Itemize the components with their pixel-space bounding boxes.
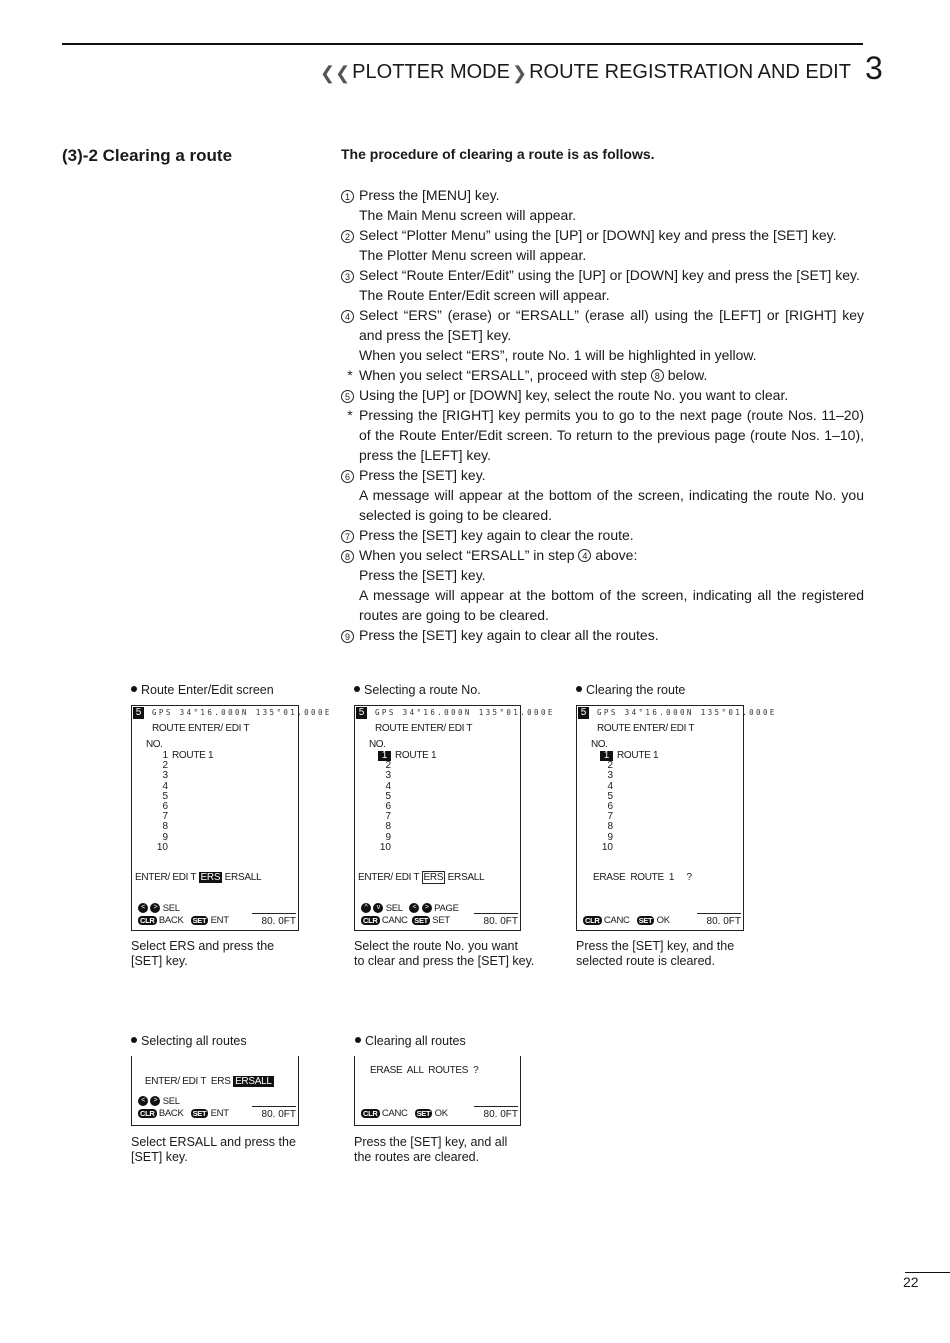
hint-text: PAGE bbox=[434, 903, 459, 914]
route-number: 4 bbox=[607, 780, 613, 792]
figure-label-text: Clearing the route bbox=[586, 683, 686, 697]
figure-label-text: Selecting a route No. bbox=[364, 683, 481, 697]
caption-line: to clear and press the [SET] key. bbox=[354, 954, 535, 968]
chevron-left-icon: ❮❮ bbox=[320, 63, 351, 83]
down-arrow-icon: v bbox=[373, 903, 383, 913]
route-name: ROUTE 1 bbox=[395, 750, 437, 761]
menu-enter-edit: ENTER/ EDI T bbox=[358, 872, 422, 883]
set-key-icon: SET bbox=[638, 916, 653, 925]
header-mode: PLOTTER MODE bbox=[352, 61, 510, 83]
lcd-screen-5 bbox=[354, 1056, 521, 1126]
right-arrow-icon: > bbox=[422, 903, 432, 913]
gps-readout: GPS 34°16.000N 135°01.000E bbox=[375, 708, 555, 717]
hint-text: SEL bbox=[385, 903, 403, 914]
step-text-end: above: bbox=[591, 547, 638, 563]
step-7 bbox=[341, 525, 864, 545]
chevron-right-icon: ❯ bbox=[511, 63, 528, 83]
route-number-highlighted: 1 bbox=[600, 751, 613, 761]
caption-line: [SET] key. bbox=[131, 1150, 188, 1164]
step-text: Using the [UP] or [DOWN] key, select the route No. you want to clear. bbox=[359, 387, 789, 403]
step-text: When you select “ERSALL” in step bbox=[359, 547, 579, 563]
depth-readout: 80. 0FT bbox=[252, 1106, 296, 1120]
note-text-end: below. bbox=[663, 367, 708, 383]
header-title: ROUTE REGISTRATION AND EDIT bbox=[529, 61, 851, 83]
key-hint-row bbox=[138, 915, 229, 926]
step-result: A message will appear at the bottom of the screen, indicating the route No. you selected is going to be cleared. bbox=[359, 487, 864, 523]
step-number: 7 bbox=[341, 530, 354, 543]
route-number: 9 bbox=[162, 831, 168, 843]
lcd-screen-4 bbox=[131, 1056, 299, 1126]
route-number-list bbox=[371, 751, 391, 853]
caption-1 bbox=[131, 939, 274, 969]
hint-text: ENT bbox=[210, 915, 229, 926]
note-marker: * bbox=[347, 407, 353, 423]
no-label: NO. bbox=[369, 739, 386, 750]
menu-enter-edit: ENTER/ EDI T ERS bbox=[144, 1076, 234, 1087]
caption-line: the routes are cleared. bbox=[354, 1150, 480, 1164]
note-2 bbox=[341, 405, 864, 465]
step-number: 4 bbox=[341, 310, 354, 323]
menu-ersall: ERSALL bbox=[445, 872, 485, 883]
step-number: 1 bbox=[341, 190, 354, 203]
step-text: Select “Route Enter/Edit” using the [UP] or [DOWN] key and press the [SET] key. bbox=[359, 267, 860, 283]
figure-label-3 bbox=[576, 683, 685, 697]
hint-text: SEL bbox=[162, 903, 180, 914]
step-text: Press the [SET] key. bbox=[359, 467, 486, 483]
menu-ersall-selected: ERSALL bbox=[235, 1076, 272, 1087]
no-label: NO. bbox=[591, 739, 608, 750]
lcd-screen-1 bbox=[131, 705, 332, 931]
menu-enter-edit: ENTER/ EDI T bbox=[135, 872, 199, 883]
depth-readout: 80. 0FT bbox=[474, 1106, 518, 1120]
route-number: 5 bbox=[607, 790, 613, 802]
key-hint-row bbox=[361, 915, 450, 926]
route-number: 8 bbox=[162, 821, 168, 833]
step-result: The Main Menu screen will appear. bbox=[359, 207, 577, 223]
key-hint-row bbox=[583, 915, 670, 926]
step-text: Select “ERS” (erase) or “ERSALL” (erase all) using the [LEFT] or [RIGHT] key and press the [SET] key. bbox=[359, 307, 864, 343]
figure-label-5 bbox=[355, 1034, 466, 1048]
route-number-list bbox=[148, 751, 168, 853]
hint-text: SET bbox=[432, 915, 450, 926]
caption-2 bbox=[354, 939, 534, 969]
step-result: The Route Enter/Edit screen will appear. bbox=[359, 287, 610, 303]
route-number: 5 bbox=[385, 790, 391, 802]
gps-readout: GPS 34°16.000N 135°01.000E bbox=[152, 708, 332, 717]
erase-all-confirm-message: ERASE ALL ROUTES ? bbox=[370, 1065, 479, 1076]
route-number: 8 bbox=[385, 821, 391, 833]
key-hint-sel bbox=[138, 1096, 180, 1107]
footer-rule bbox=[905, 1272, 950, 1273]
hint-text: OK bbox=[434, 1108, 448, 1119]
screen-badge: 5 bbox=[133, 707, 144, 719]
step-ref: 8 bbox=[651, 369, 664, 382]
hint-text: OK bbox=[656, 915, 670, 926]
step-6 bbox=[341, 465, 864, 525]
bullet-icon bbox=[576, 686, 582, 692]
step-number: 8 bbox=[341, 550, 354, 563]
left-arrow-icon: < bbox=[138, 903, 148, 913]
menu-ers-selected: ERS bbox=[200, 872, 221, 883]
caption-line: Select the route No. you want bbox=[354, 939, 518, 953]
bullet-icon bbox=[354, 686, 360, 692]
route-name: ROUTE 1 bbox=[172, 750, 214, 761]
screen-title: ROUTE ENTER/ EDI T bbox=[152, 723, 250, 734]
route-number: 9 bbox=[385, 831, 391, 843]
bullet-icon bbox=[355, 1037, 361, 1043]
left-arrow-icon: < bbox=[138, 1096, 148, 1106]
caption-line: selected route is cleared. bbox=[576, 954, 715, 968]
route-number: 10 bbox=[156, 841, 168, 853]
route-number-list bbox=[593, 751, 613, 853]
chapter-number: 3 bbox=[864, 50, 883, 86]
hint-text: BACK bbox=[158, 915, 184, 926]
edit-menu bbox=[358, 872, 484, 883]
key-hint-row bbox=[361, 1108, 448, 1119]
step-8 bbox=[341, 545, 864, 625]
route-number: 5 bbox=[162, 790, 168, 802]
route-number-highlighted: 1 bbox=[378, 751, 391, 761]
screen-badge: 5 bbox=[356, 707, 367, 719]
route-number: 7 bbox=[162, 811, 168, 823]
step-2 bbox=[341, 225, 864, 265]
route-number: 2 bbox=[385, 760, 391, 772]
hint-text: ENT bbox=[210, 1108, 229, 1119]
menu-ersall: ERSALL bbox=[222, 872, 262, 883]
note-marker: * bbox=[347, 367, 353, 383]
depth-readout: 80. 0FT bbox=[252, 913, 296, 927]
step-number: 9 bbox=[341, 630, 354, 643]
edit-menu bbox=[135, 1065, 274, 1098]
note-text: Pressing the [RIGHT] key permits you to go to the next page (route Nos. 11–20) of the Route Enter/Edit screen. To return to the previous page (route Nos. 1–10), press the [LEFT] key. bbox=[359, 407, 864, 463]
screen-title: ROUTE ENTER/ EDI T bbox=[597, 723, 695, 734]
clr-key-icon: CLR bbox=[140, 1109, 155, 1118]
erase-confirm-message: ERASE ROUTE 1 ? bbox=[593, 872, 692, 883]
depth-readout: 80. 0FT bbox=[474, 913, 518, 927]
edit-menu bbox=[135, 872, 261, 883]
menu-ers-boxed: ERS bbox=[423, 872, 444, 883]
caption-line: Press the [SET] key, and all bbox=[354, 1135, 508, 1149]
caption-4 bbox=[131, 1135, 296, 1165]
route-number: 7 bbox=[607, 811, 613, 823]
screen-title: ROUTE ENTER/ EDI T bbox=[375, 723, 473, 734]
step-result: The Plotter Menu screen will appear. bbox=[359, 247, 587, 263]
hint-text: CANC bbox=[381, 915, 408, 926]
screen-badge: 5 bbox=[578, 707, 589, 719]
figure-label-4 bbox=[131, 1034, 247, 1048]
caption-line: Select ERSALL and press the bbox=[131, 1135, 296, 1149]
clr-key-icon: CLR bbox=[363, 1109, 378, 1118]
note-text: When you select “ERSALL”, proceed with step bbox=[359, 367, 651, 383]
clr-key-icon: CLR bbox=[585, 916, 600, 925]
route-number: 10 bbox=[379, 841, 391, 853]
set-key-icon: SET bbox=[192, 1109, 207, 1118]
route-number: 9 bbox=[607, 831, 613, 843]
route-number: 4 bbox=[162, 780, 168, 792]
figure-label-text: Clearing all routes bbox=[365, 1034, 466, 1048]
route-name: ROUTE 1 bbox=[617, 750, 659, 761]
clr-key-icon: CLR bbox=[140, 916, 155, 925]
step-5 bbox=[341, 385, 864, 405]
route-number: 3 bbox=[162, 770, 168, 782]
step-number: 6 bbox=[341, 470, 354, 483]
route-number: 7 bbox=[385, 811, 391, 823]
step-number: 2 bbox=[341, 230, 354, 243]
left-arrow-icon: < bbox=[409, 903, 419, 913]
route-number: 3 bbox=[385, 770, 391, 782]
route-number: 6 bbox=[607, 800, 613, 812]
route-number: 2 bbox=[607, 760, 613, 772]
hint-text: CANC bbox=[381, 1108, 408, 1119]
procedure-steps bbox=[341, 185, 864, 645]
step-1 bbox=[341, 185, 864, 225]
set-key-icon: SET bbox=[414, 916, 428, 925]
route-number: 1 bbox=[162, 750, 168, 761]
step-ref: 4 bbox=[578, 549, 591, 562]
step-number: 5 bbox=[341, 390, 354, 403]
step-result: A message will appear at the bottom of the screen, indicating all the registered routes are going to be cleared. bbox=[359, 587, 864, 623]
page-number: 22 bbox=[903, 1274, 919, 1290]
step-9 bbox=[341, 625, 864, 645]
hint-text: CANC bbox=[603, 915, 630, 926]
note-1 bbox=[341, 365, 864, 385]
top-rule bbox=[62, 43, 863, 45]
key-hint-row bbox=[138, 1108, 229, 1119]
depth-readout: 80. 0FT bbox=[697, 913, 741, 927]
section-title: (3)-2 Clearing a route bbox=[62, 146, 233, 165]
route-number: 3 bbox=[607, 770, 613, 782]
set-key-icon: SET bbox=[416, 1109, 431, 1118]
intro-text: The procedure of clearing a route is as follows. bbox=[341, 146, 655, 162]
route-number: 8 bbox=[607, 821, 613, 833]
step-4 bbox=[341, 305, 864, 365]
route-number: 6 bbox=[162, 800, 168, 812]
step-result: When you select “ERS”, route No. 1 will be highlighted in yellow. bbox=[359, 347, 757, 363]
key-hint-sel bbox=[361, 903, 459, 914]
step-action: Press the [SET] key. bbox=[359, 567, 486, 583]
caption-5 bbox=[354, 1135, 507, 1165]
step-text: Press the [SET] key again to clear all the routes. bbox=[359, 627, 659, 643]
clr-key-icon: CLR bbox=[363, 916, 378, 925]
hint-text: BACK bbox=[158, 1108, 184, 1119]
up-arrow-icon: ^ bbox=[361, 903, 371, 913]
route-number: 10 bbox=[601, 841, 613, 853]
right-arrow-icon: > bbox=[150, 1096, 160, 1106]
page-header bbox=[318, 52, 883, 84]
figure-label-text: Route Enter/Edit screen bbox=[141, 683, 274, 697]
step-3 bbox=[341, 265, 864, 305]
caption-line: [SET] key. bbox=[131, 954, 188, 968]
caption-line: Select ERS and press the bbox=[131, 939, 275, 953]
route-number: 6 bbox=[385, 800, 391, 812]
lcd-screen-3 bbox=[576, 705, 777, 931]
no-label: NO. bbox=[146, 739, 163, 750]
caption-3 bbox=[576, 939, 734, 969]
bullet-icon bbox=[131, 1037, 137, 1043]
lcd-screen-2 bbox=[354, 705, 555, 931]
step-number: 3 bbox=[341, 270, 354, 283]
figure-label-1 bbox=[131, 683, 274, 697]
caption-line: Press the [SET] key, and the bbox=[576, 939, 735, 953]
route-number: 4 bbox=[385, 780, 391, 792]
figure-label-text: Selecting all routes bbox=[141, 1034, 247, 1048]
step-text: Press the [SET] key again to clear the route. bbox=[359, 527, 634, 543]
hint-text: SEL bbox=[162, 1096, 180, 1107]
set-key-icon: SET bbox=[192, 916, 207, 925]
key-hint-sel bbox=[138, 903, 180, 914]
right-arrow-icon: > bbox=[150, 903, 160, 913]
route-number: 2 bbox=[162, 760, 168, 772]
gps-readout: GPS 34°16.000N 135°01.000E bbox=[597, 708, 777, 717]
bullet-icon bbox=[131, 686, 137, 692]
step-text: Select “Plotter Menu” using the [UP] or [DOWN] key and press the [SET] key. bbox=[359, 227, 837, 243]
step-text: Press the [MENU] key. bbox=[359, 187, 500, 203]
figure-label-2 bbox=[354, 683, 481, 697]
